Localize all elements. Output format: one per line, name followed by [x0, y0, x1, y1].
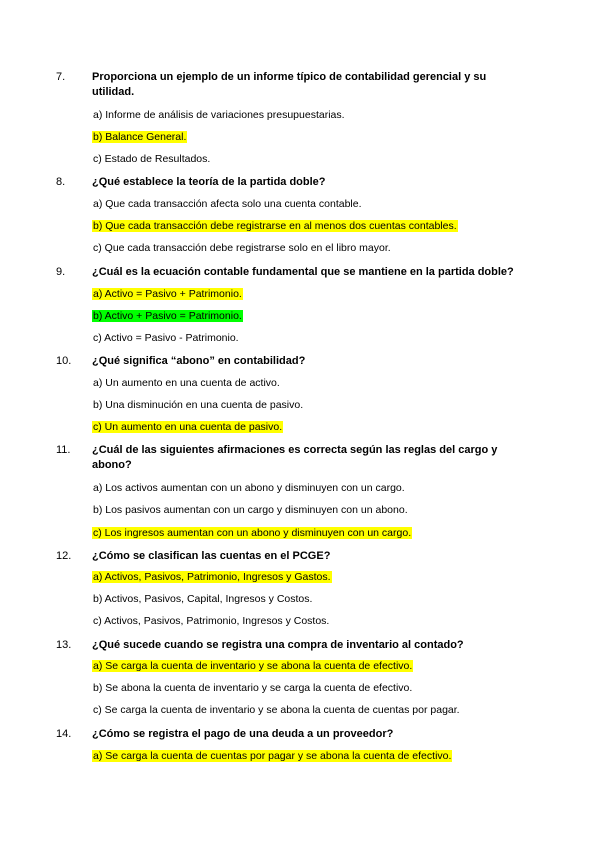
question-text: ¿Qué establece la teoría de la partida doble? — [92, 176, 326, 188]
question-number: 14. — [56, 728, 72, 740]
option-a: a) Se carga la cuenta de cuentas por pagar y se abona la cuenta de efectivo. — [93, 750, 452, 762]
question-text: ¿Cómo se clasifican las cuentas en el PCGE? — [92, 550, 331, 562]
option-c: c) Los ingresos aumentan con un abono y disminuyen con un cargo. — [93, 527, 412, 539]
option-a: a) Informe de análisis de variaciones presupuestarias. — [93, 109, 345, 121]
option-c: c) Activo = Pasivo - Patrimonio. — [93, 332, 239, 344]
option-b: b) Una disminución en una cuenta de pasivo. — [93, 399, 304, 411]
question-number: 10. — [56, 355, 72, 367]
question-number: 11. — [56, 444, 71, 456]
option-a: a) Activos, Pasivos, Patrimonio, Ingresos y Gastos. — [93, 571, 331, 583]
option-a: a) Activo = Pasivo + Patrimonio. — [93, 288, 242, 300]
question-number: 8. — [56, 176, 66, 188]
option-a: a) Un aumento en una cuenta de activo. — [93, 377, 280, 389]
question-text: Proporciona un ejemplo de un informe típico de contabilidad gerencial y su utilidad. — [92, 71, 487, 98]
question-text: ¿Cuál es la ecuación contable fundamental que se mantiene en la partida doble? — [92, 266, 514, 278]
option-b: b) Los pasivos aumentan con un cargo y disminuyen con un abono. — [93, 504, 408, 516]
option-b: b) Activos, Pasivos, Capital, Ingresos y Costos. — [93, 593, 313, 605]
option-c: c) Un aumento en una cuenta de pasivo. — [93, 421, 283, 433]
option-b: b) Se abona la cuenta de inventario y se carga la cuenta de efectivo. — [93, 682, 413, 694]
option-a: a) Se carga la cuenta de inventario y se abona la cuenta de efectivo. — [93, 660, 413, 672]
option-b: b) Balance General. — [93, 131, 187, 143]
option-c: c) Que cada transacción debe registrarse solo en el libro mayor. — [93, 242, 391, 254]
question-number: 9. — [56, 266, 66, 278]
option-b: b) Activo + Pasivo = Patrimonio. — [93, 310, 242, 322]
question-number: 13. — [56, 639, 72, 651]
question-number: 7. — [56, 71, 66, 83]
option-c: c) Activos, Pasivos, Patrimonio, Ingresos y Costos. — [93, 615, 330, 627]
question-text: ¿Qué significa “abono” en contabilidad? — [92, 355, 306, 367]
question-text: ¿Qué sucede cuando se registra una compra de inventario al contado? — [92, 639, 464, 651]
question-text: ¿Cómo se registra el pago de una deuda a un proveedor? — [92, 728, 394, 740]
question-number: 12. — [56, 550, 72, 562]
option-c: c) Se carga la cuenta de inventario y se abona la cuenta de cuentas por pagar. — [93, 704, 460, 716]
option-b: b) Que cada transacción debe registrarse en al menos dos cuentas contables. — [93, 220, 457, 232]
option-c: c) Estado de Resultados. — [93, 153, 211, 165]
option-a: a) Que cada transacción afecta solo una cuenta contable. — [93, 198, 362, 210]
option-a: a) Los activos aumentan con un abono y disminuyen con un cargo. — [93, 482, 405, 494]
question-text: ¿Cuál de las siguientes afirmaciones es correcta según las reglas del cargo y abono? — [92, 444, 498, 471]
